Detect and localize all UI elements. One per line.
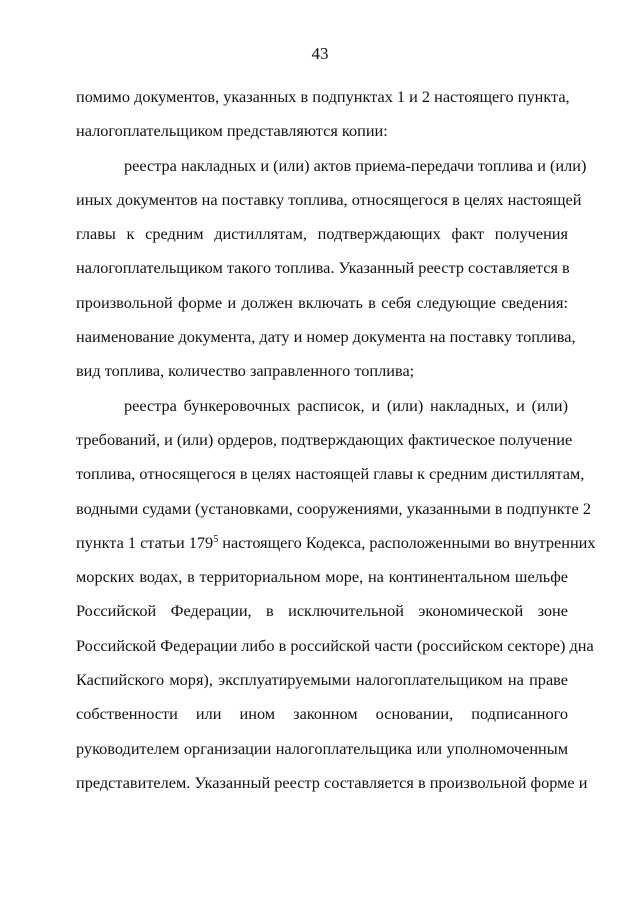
text-line: налогоплательщиком представляются копии: (76, 121, 388, 141)
text-line: помимо документов, указанных в подпунктах 1 и 2 настоящего пункта, (76, 87, 570, 106)
text-line: наименование документа, дату и номер документа на поставку топлива, (76, 327, 576, 347)
text-line: топлива, относящегося в целях настоящей главы к средним дистиллятам, (76, 464, 585, 484)
text-line: реестра бункеровочных расписок, и (или) накладных, и (или) (124, 395, 568, 415)
superscript: 5 (213, 533, 219, 545)
text-fragment: пункта 1 статьи 179 (76, 532, 214, 552)
text-line: собственности или ином законном основании, подписанного (76, 704, 568, 724)
text-line: представителем. Указанный реестр составляется в произвольной форме и (76, 772, 588, 792)
text-line: произвольной форме и должен включать в себя следующие сведения: (76, 292, 568, 312)
text-line: Каспийского моря), эксплуатируемыми налогоплательщиком на праве (76, 670, 568, 690)
body-text (76, 80, 596, 800)
paragraph (76, 389, 596, 801)
page-number: 43 (311, 44, 329, 63)
text-fragment: настоящего Кодекса, расположенными во внутренних (218, 532, 596, 552)
text-line: налогоплательщиком такого топлива. Указанный реестр составляется в (76, 258, 570, 278)
text-line: вид топлива, количество заправленного топлива; (76, 361, 415, 381)
text-line: главы к средним дистиллятам, подтверждающих факт получения (76, 224, 568, 244)
text-line: требований, и (или) ордеров, подтверждающих фактическое получение (76, 429, 573, 449)
text-line: водными судами (установками, сооружениями, указанными в подпункте 2 (76, 498, 591, 518)
text-line: руководителем организации налогоплательщика или уполномоченным (76, 738, 568, 758)
paragraph (76, 149, 587, 389)
text-line: морских водах, в территориальном море, на континентальном шельфе (76, 567, 568, 587)
text-line: Российской Федерации, в исключительной экономической зоне (76, 601, 568, 621)
text-line: реестра накладных и (или) актов приема-передачи топлива и (или) (124, 155, 587, 175)
paragraph (76, 80, 568, 149)
text-line: иных документов на поставку топлива, относящегося в целях настоящей (76, 189, 582, 209)
text-line (76, 526, 596, 560)
text-line: Российской Федерации либо в российской части (российском секторе) дна (76, 635, 594, 655)
